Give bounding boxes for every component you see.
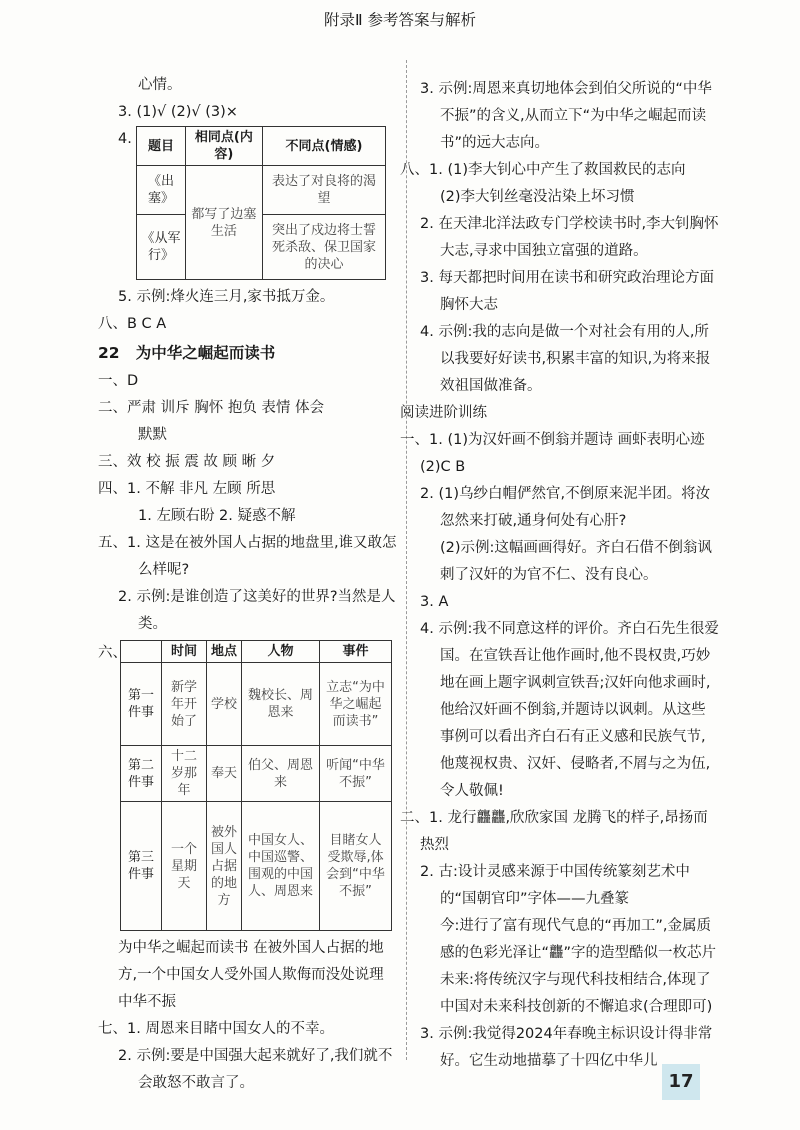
answer-line: 3. A [420, 594, 449, 610]
table-cell: 奉天 [207, 746, 242, 802]
answer-line: 2. (1)乌纱白帽俨然官,不倒原来泥半团。将汝忽然来打破,通身何处有心肝? [420, 486, 711, 529]
answer-line: 默默 [138, 427, 167, 443]
event-table [120, 640, 392, 931]
table-header: 人物 [242, 641, 320, 663]
table-header [121, 641, 162, 663]
table-cell: 中国女人、中国巡警、围观的中国人、周恩来 [242, 802, 320, 931]
lesson-title [98, 338, 398, 368]
table-cell: 第三件事 [121, 802, 162, 931]
answer-line: 3. (1)√ (2)√ (3)× [118, 104, 238, 120]
answer-line: (2)示例:这幅画画得好。齐白石借不倒翁讽刺了汉奸的为官不仁、没有良心。 [440, 540, 712, 583]
section-heading: 阅读进阶训练 [400, 405, 487, 421]
answer-line: 心情。 [138, 77, 182, 93]
answer-line: 5. 示例:烽火连三月,家书抵万金。 [118, 289, 335, 305]
table-cell: 目睹女人受欺辱,体会到“中华不振” [320, 802, 392, 931]
table-cell: 第二件事 [121, 746, 162, 802]
answer-line: 2. 示例:是谁创造了这美好的世界?当然是人类。 [118, 589, 396, 632]
question-number: 六、 [98, 645, 127, 661]
table-cell: 被外国人占据的地方 [207, 802, 242, 931]
answer-line: 七、1. 周恩来目睹中国女人的不幸。 [98, 1021, 334, 1037]
lesson-number: 22 [98, 344, 120, 362]
answer-line: 八、B C A [98, 316, 167, 332]
table-row [121, 746, 392, 802]
table-header: 不同点(情感) [262, 127, 385, 166]
answer-line: 八、1. (1)李大钊心中产生了救国救民的志向 [400, 162, 686, 178]
table-row [121, 663, 392, 746]
table-cell: 魏校长、周恩来 [242, 663, 320, 746]
answer-line: 3. 每天都把时间用在读书和研究政治理论方面 胸怀大志 [420, 270, 714, 313]
page-header: 附录Ⅱ 参考答案与解析 [323, 11, 477, 29]
table-header: 相同点(内容) [185, 127, 262, 166]
answer-line: 未来:将传统汉字与现代科技相结合,体现了中国对未来科技创新的不懈追求(合理即可) [440, 972, 713, 1015]
answer-line: (2)李大钊丝毫没沾染上坏习惯 [440, 189, 635, 205]
table-cell: 第一件事 [121, 663, 162, 746]
answer-line: 2. 示例:要是中国强大起来就好了,我们就不会敢怒不敢言了。 [118, 1048, 393, 1091]
table-cell: 《从军行》 [137, 215, 186, 280]
answer-line: 今:进行了富有现代气息的“再加工”,金属质感的色彩光泽让“龘”字的造型酷似一枚芯片 [440, 918, 717, 961]
poem-compare-table [136, 126, 386, 280]
answer-line: 四、1. 不解 非凡 左顾 所思 [98, 481, 276, 497]
answer-line: 2. 在天津北洋法政专门学校读书时,李大钊胸怀大志,寻求中国独立富强的道路。 [420, 216, 719, 259]
table-header: 地点 [207, 641, 242, 663]
answer-line: 一、1. (1)为汉奸画不倒翁并题诗 画虾表明心迹 (2)C B [400, 432, 705, 475]
answer-line: 五、1. 这是在被外国人占据的地盘里,谁又敢怎么样呢? [98, 535, 397, 578]
answer-line: 3. 示例:我觉得2024年春晚主标识设计得非常好。它生动地描摹了十四亿中华儿 [420, 1026, 713, 1069]
answer-line: 1. 左顾右盼 2. 疑惑不解 [138, 508, 296, 524]
table-cell: 伯父、周恩来 [242, 746, 320, 802]
table-header: 事件 [320, 641, 392, 663]
answer-line: 3. 示例:周恩来真切地体会到伯父所说的“中华不振”的含义,从而立下“为中华之崛起而读书”的远大志向。 [420, 81, 712, 151]
table-cell: 听闻“中华不振” [320, 746, 392, 802]
answer-line: 4. 示例:我的志向是做一个对社会有用的人,所以我要好好读书,积累丰富的知识,为将来报效祖国做准备。 [420, 324, 711, 394]
table-cell: 都写了边塞生活 [185, 166, 262, 280]
table-cell: 一个星期天 [162, 802, 207, 931]
question-number: 4. [118, 131, 132, 147]
lesson-name: 为中华之崛起而读书 [135, 344, 276, 362]
right-column [400, 76, 720, 1075]
column-divider [406, 60, 407, 1060]
answer-line: 三、效 校 振 震 故 顾 晰 夕 [98, 454, 276, 470]
answer-line: 2. 古:设计灵感来源于中国传统篆刻艺术中的“国朝官印”字体——九叠篆 [420, 864, 690, 907]
table-cell: 立志“为中华之崛起而读书” [320, 663, 392, 746]
table-header: 时间 [162, 641, 207, 663]
event-table-block [98, 640, 398, 931]
table-cell: 新学年开始了 [162, 663, 207, 746]
table-cell: 学校 [207, 663, 242, 746]
table-cell: 《出塞》 [137, 166, 186, 215]
left-column [98, 72, 398, 1097]
answer-line: 二、严肃 训斥 胸怀 抱负 表情 体会 [98, 400, 325, 416]
answer-line: 一、D [98, 373, 139, 389]
table-header: 题目 [137, 127, 186, 166]
answer-line: 4. 示例:我不同意这样的评价。齐白石先生很爱国。在宣铁吾让他作画时,他不畏权贵,巧妙地在画上题字讽刺宣铁吾;汉奸向他求画时,他给汉奸画不倒翁,并题诗以讽刺。从这些事例可以看出齐白石有正义感和民族气节,他蔑视权贵、汉奸、侵略者,不屑与之为伍,令人敬佩! [420, 621, 719, 799]
answer-line: 为中华之崛起而读书 在被外国人占据的地方,一个中国女人受外国人欺侮而没处说理 中华不振 [118, 940, 384, 1010]
table-cell: 表达了对良将的渴望 [262, 166, 385, 215]
answer-line: 二、1. 龙行龘龘,欣欣家国 龙腾飞的样子,昂扬而热烈 [400, 810, 708, 853]
table-cell: 突出了戍边将士誓死杀敌、保卫国家的决心 [262, 215, 385, 280]
table-row [121, 802, 392, 931]
page-number: 17 [662, 1064, 700, 1100]
table-cell: 十二岁那年 [162, 746, 207, 802]
answer-table-block [118, 126, 398, 280]
